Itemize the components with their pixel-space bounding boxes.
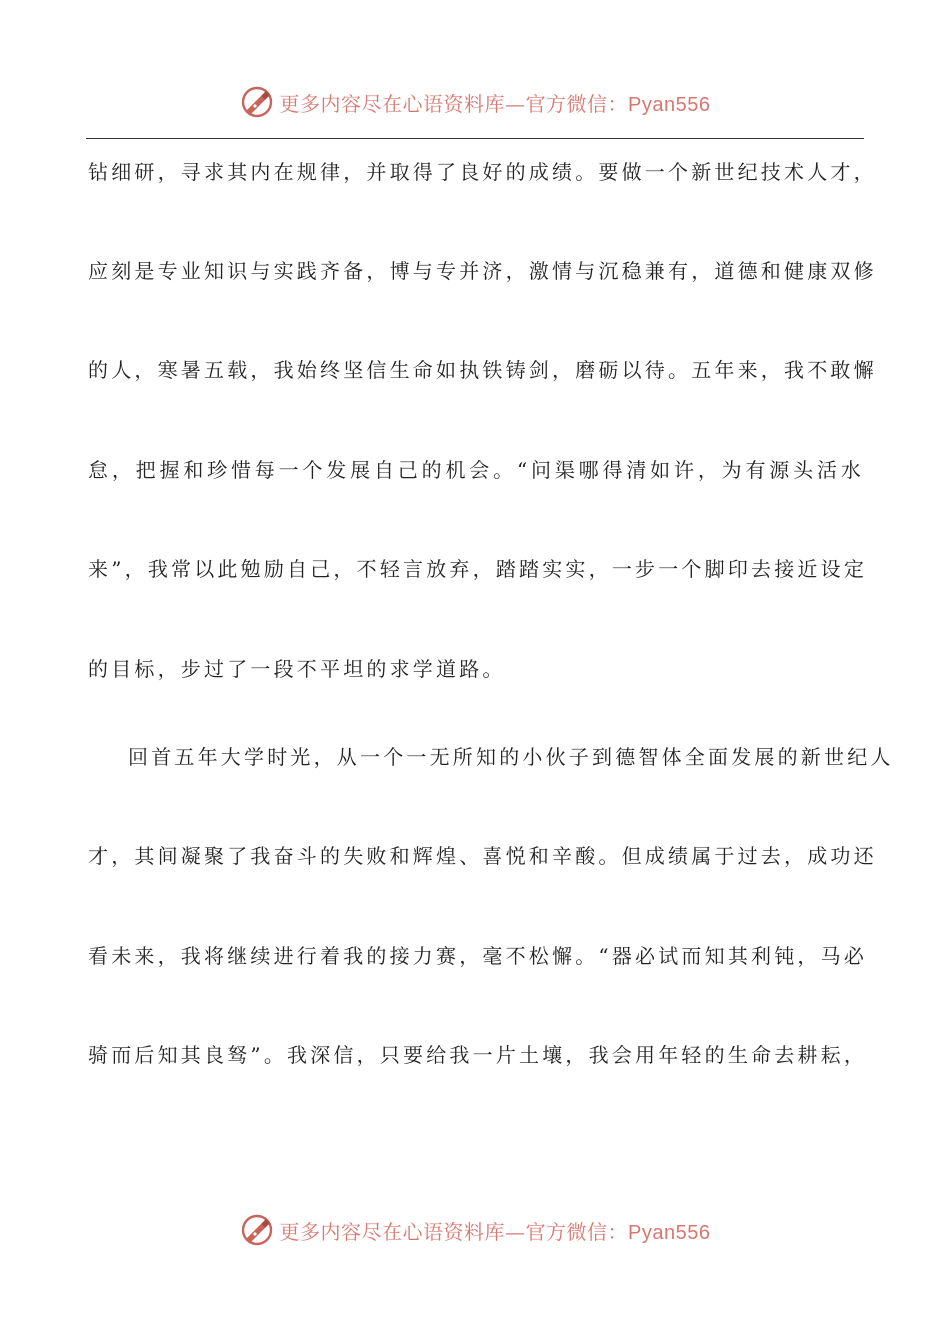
header-wechat-id: Pyan556 bbox=[628, 93, 711, 116]
header-banner bbox=[0, 82, 950, 122]
header-banner-text bbox=[280, 88, 711, 117]
header-banner-label: 更多内容尽在心语资料库—官方微信： bbox=[279, 91, 629, 116]
body-line-6: 的目标，步过了一段不平坦的求学道路。 bbox=[88, 657, 506, 681]
body-line-5: 来”，我常以此勉励自己，不轻言放弃，踏踏实实，一步一个脚印去接近设定 bbox=[88, 557, 868, 581]
body-line-10: 骑而后知其良驽”。我深信，只要给我一片土壤，我会用年轻的生命去耕耘， bbox=[88, 1043, 868, 1067]
footer-wechat-id: Pyan556 bbox=[628, 1221, 711, 1244]
footer-banner-label: 更多内容尽在心语资料库—官方微信： bbox=[279, 1219, 629, 1244]
body-line-7: 回首五年大学时光，从一个一无所知的小伙子到德智体全面发展的新世纪人 bbox=[128, 745, 894, 769]
body-line-9: 看未来，我将继续进行着我的接力赛，毫不松懈。“器必试而知其利钝，马必 bbox=[88, 944, 868, 968]
body-line-8: 才，其间凝聚了我奋斗的失败和辉煌、喜悦和辛酸。但成绩属于过去，成功还 bbox=[88, 844, 877, 868]
body-line-3: 的人，寒暑五载，我始终坚信生命如执铁铸剑，磨砺以待。五年来，我不敢懈 bbox=[88, 358, 877, 382]
body-line-4: 怠，把握和珍惜每一个发展自己的机会。“问渠哪得清如许，为有源头活水 bbox=[88, 458, 864, 482]
footer-banner-text bbox=[280, 1216, 711, 1245]
header-rule bbox=[86, 138, 864, 139]
body-line-1: 钻细研，寻求其内在规律，并取得了良好的成绩。要做一个新世纪技术人才， bbox=[88, 160, 877, 184]
footer-banner bbox=[0, 1210, 950, 1250]
pen-nib-logo-icon bbox=[240, 85, 274, 119]
body-line-2: 应刻是专业知识与实践齐备，博与专并济，激情与沉稳兼有，道德和健康双修 bbox=[88, 259, 877, 283]
pen-nib-logo-icon bbox=[240, 1213, 274, 1247]
